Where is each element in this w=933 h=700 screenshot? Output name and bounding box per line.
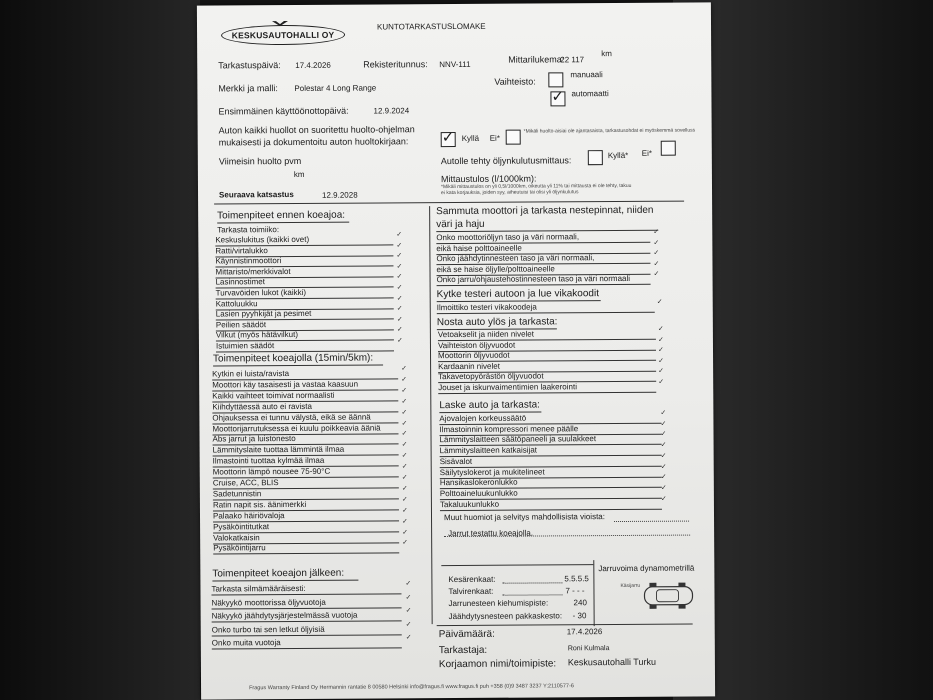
notes-label: Muut huomiot ja selvitys mahdollisista vioista: (443, 512, 605, 523)
checklist-item: Vilkut (myös hätävilkut) (215, 330, 299, 340)
service-footnote: *Mikäli huolto-aisiai ole ajantasaista, tarkastusohdat ei myöskemmä sovelluss (523, 127, 696, 135)
check-mark-icon: ✓ (396, 262, 403, 271)
title-underline (212, 580, 358, 582)
summer-tyres-value: 5.5.5.5 (564, 574, 589, 584)
check-mark-icon: ✓ (401, 429, 408, 438)
lower-title: Laske auto ja tarkasta: (439, 399, 540, 412)
checklist-item: Lämmityslaite tuottaa lämmintä ilmaa (212, 444, 345, 455)
check-mark-icon: ✓ (405, 579, 412, 588)
check-mark-icon: ✓ (405, 606, 412, 615)
winter-tyres-value: 7 - - - (565, 586, 585, 596)
checklist-item: Cruise, ACC, BLIS (212, 478, 279, 488)
date-footer-label: Päivämäärä: (438, 628, 495, 641)
check-mark-icon: ✓ (396, 272, 403, 281)
company-logo (221, 25, 345, 46)
check-mark-icon: ✓ (401, 418, 408, 427)
check-mark-icon: ✓ (653, 259, 660, 268)
check-mark-icon: ✓ (657, 335, 664, 344)
lift-check-list (197, 2, 711, 5)
last-service-label: Viimeisin huolto pvm (218, 155, 302, 167)
column-divider (429, 206, 433, 624)
checklist-item: Vetoakselit ja niiden nivelet (437, 329, 534, 340)
service-no-checkbox[interactable] (506, 130, 521, 145)
make-value: Polestar 4 Long Range (294, 83, 377, 93)
after-drive-title: Toimenpiteet koeajon jälkeen: (212, 567, 345, 580)
checklist-item: Lasinnostimet (215, 277, 265, 287)
check-mark-icon: ✓ (401, 396, 408, 406)
checklist-item: Ilmastointi tuottaa kylmää ilmaa (212, 455, 325, 466)
checklist-item: Kardaanin nivelet (438, 361, 500, 371)
check-mark-icon: ✓ (396, 283, 403, 292)
checklist-item: Palaako häiriövaloja (212, 510, 285, 521)
check-mark-icon: ✓ (660, 440, 667, 449)
checklist-item: eikä se haise öljylle/polttoaineelle (436, 263, 555, 274)
car-top-view-icon (640, 581, 696, 611)
tester-title: Kytke testeri autoon ja lue vikakoodit (436, 288, 600, 301)
check-mark-icon: ✓ (656, 297, 663, 306)
check-mark-icon: ✓ (401, 375, 408, 384)
before-drive-title: Toimenpiteet ennen koeajoa: (217, 209, 346, 222)
service-yes-label: Kyllä (461, 133, 480, 143)
coolant-label: Jäähdytysnesteen pakkaskesto: (448, 611, 563, 622)
checklist-line (212, 634, 402, 636)
reg-value: NNV-111 (439, 59, 471, 70)
checklist-item: Lämmityslaitteen säätöpaneeli ja suulakkeet (439, 434, 597, 445)
check-mark-icon: ✓ (401, 495, 408, 504)
lift-title: Nosta auto ylös ja tarkasta: (436, 316, 558, 329)
service-question-line2: mukaisesti ja dokumentoitu auton huoltokirjaan: (218, 136, 409, 148)
service-no-label: Ei* (489, 133, 500, 143)
check-mark-icon: ✓ (402, 516, 408, 525)
check-mark-icon: ✓ (405, 619, 412, 628)
lower-check-list (197, 2, 711, 5)
check-mark-icon: ✓ (658, 366, 665, 375)
oil-test-label: Autolle tehty öljynkulutusmittaus: (440, 155, 572, 167)
checklist-item: Kiihdyttäessä auto ei ravista (212, 401, 312, 412)
inspector-value: Roni Kulmala (567, 645, 610, 653)
test-drive-title: Toimenpiteet koeajolla (15min/5km): (213, 352, 374, 365)
repair-shop-label: Korjaamon nimi/toimipiste: (438, 658, 557, 671)
check-mark-icon: ✓ (657, 345, 664, 354)
tyre-box-divider (593, 560, 594, 626)
checklist-item: Onko moottoriöljyn taso ja väri normaali, (436, 232, 580, 243)
checklist-item: Säilytyslokerot ja mukitelineet (439, 466, 545, 477)
checklist-line (212, 607, 402, 609)
check-mark-icon: ✓ (401, 386, 408, 395)
checklist-item: Moottorin öljyvuodot (438, 350, 510, 361)
check-mark-icon: ✓ (660, 451, 667, 460)
odometer-value: 22 117 (560, 55, 585, 65)
first-registration-label: Ensimmäinen käyttöönottopäivä: (218, 105, 349, 117)
checklist-line (212, 647, 402, 649)
notes-line (614, 521, 689, 522)
title-underline (213, 364, 383, 366)
check-mark-icon: ✓ (401, 451, 408, 460)
check-mark-icon: ✓ (396, 240, 403, 249)
automatic-checkbox[interactable] (550, 87, 565, 106)
checklist-item: Kattoluukku (215, 298, 258, 309)
odometer-unit: km (601, 49, 612, 59)
checklist-item: Onko muita vuotoja (211, 638, 281, 648)
dyno-label: Jarruvoima dynamometrillä (598, 563, 695, 574)
checklist-item: eikä haise polttoaineelle (436, 243, 522, 253)
checklist-item: Polttoaineluukunlukko (439, 488, 518, 498)
checklist-item: Ratti/virtalukko (215, 245, 268, 256)
form-title: KUNTOTARKASTUSLOMAKE (376, 21, 486, 32)
checklist-item: Kytkin ei luista/ravista (212, 369, 290, 379)
test-drive-list (197, 2, 711, 5)
winter-tyres-label: Talvirenkaat: (448, 586, 494, 597)
first-registration-value: 12.9.2024 (373, 106, 410, 116)
check-mark-icon: ✓ (658, 356, 664, 365)
checklist-item: Takavetopyörästön öljyvuodot (438, 371, 544, 382)
logo-text: KESKUSAUTOHALLI OY (231, 29, 335, 41)
check-mark-icon: ✓ (401, 505, 408, 515)
checklist-item: Ilmoittiko testeri vikakoodeja (436, 302, 537, 313)
checklist-line (437, 312, 655, 314)
checklist-line (440, 455, 662, 457)
odometer-label: Mittarilukema: (508, 54, 565, 65)
make-label: Merkki ja malli: (218, 83, 278, 94)
check-mark-icon: ✓ (660, 494, 667, 503)
manual-label: manuaali (570, 70, 603, 80)
service-yes-checkbox[interactable] (441, 128, 456, 147)
check-mark-icon: ✓ (660, 472, 667, 481)
check-mark-icon: ✓ (551, 87, 565, 106)
next-inspection-value: 12.9.2028 (322, 190, 358, 200)
title-underline (217, 222, 349, 224)
manual-checkbox[interactable] (548, 72, 563, 87)
checklist-item: Hansikaslokeronlukko (439, 477, 518, 488)
checklist-item: Näkyykö moottorissa öljyvuotoja (211, 597, 326, 607)
check-mark-icon: ✓ (660, 430, 667, 439)
background-left (0, 0, 200, 700)
date-footer-value: 17.4.2026 (566, 627, 603, 637)
reg-label: Rekisteritunnus: (363, 59, 428, 70)
date-label: Tarkastuspäivä: (218, 60, 281, 71)
checklist-item: Pysäköintitutkat (213, 521, 270, 532)
checklist-item: Jouset ja iskunvaimentimien laakerointi (438, 381, 577, 392)
oil-test-no-checkbox[interactable] (661, 141, 676, 156)
check-mark-icon: ✓ (441, 128, 455, 147)
automatic-label: automaatti (571, 89, 609, 99)
checklist-item: Moottorijarrutuksessa ei kuulu poikkeavia ääniä (212, 422, 381, 433)
oil-footnote-line2: ei kata korjauksia, joiden syy, aiheutuisi tai olisi yli öljynkulutus (441, 189, 579, 197)
repair-shop-value: Keskusautohalli Turku (567, 656, 656, 668)
gearbox-label: Vaihteisto: (494, 76, 536, 87)
check-mark-icon: ✓ (396, 336, 403, 345)
before-drive-list (197, 2, 711, 5)
divider (214, 201, 684, 205)
checklist-line (213, 553, 399, 555)
check-mark-icon: ✓ (401, 407, 408, 416)
check-mark-icon: ✓ (660, 419, 667, 428)
check-mark-icon: ✓ (653, 248, 660, 257)
check-mark-icon: ✓ (405, 633, 412, 642)
summer-tyres-label: Kesärenkaat: (448, 574, 496, 585)
checklist-item: Sisävalot (439, 456, 473, 466)
check-mark-icon: ✓ (396, 293, 403, 302)
checklist-item: Onko jarru/ohjaustehostinnesteen taso ja väri normaali (436, 273, 631, 285)
checklist-line (437, 284, 651, 286)
checklist-line (212, 620, 402, 622)
brake-fluid-value: 240 (573, 598, 587, 608)
checklist-item: Onko turbo tai sen letkut öljyisiä (211, 624, 325, 634)
check-mark-icon: ✓ (660, 483, 667, 492)
checklist-item: Ilmastoinnin kompressori menee päälle (439, 423, 579, 434)
check-mark-icon: ✓ (401, 462, 408, 471)
check-mark-icon: ✓ (402, 538, 409, 547)
checklist-item: Ratin napit sis. äänimerkki (212, 499, 307, 510)
oil-test-no-label: Ei* (641, 148, 653, 158)
checklist-item: Keskuslukitus (kaikki ovet) (215, 234, 310, 245)
service-question-line1: Auton kaikki huollot on suoritettu huolto-ohjelman (218, 124, 415, 136)
date-value: 17.4.2026 (295, 60, 331, 70)
checklist-item: Takaluukunlukko (439, 499, 500, 509)
inspector-label: Tarkastaja: (438, 644, 488, 657)
check-mark-icon: ✓ (401, 364, 408, 373)
checklist-item: Onko jäähdytinnesteen taso ja väri normaali, (436, 253, 595, 264)
oil-footnote-line1: *Mikäli mittaustulos on yli 0,5l/1000km, oikeutta yli 11% tai mittausta ei ole tehty, takuu (440, 182, 632, 191)
checklist-item: Valokatkaisin (213, 532, 260, 542)
checklist-item: Moottori käy tasaisesti ja vastaa kaasuun (212, 379, 359, 390)
checklist-item: Lämmityslaitteen katkaisijat (439, 445, 538, 456)
check-mark-icon: ✓ (396, 315, 403, 324)
checklist-item: Abs jarrut ja luistonesto (212, 434, 296, 444)
tester-list (197, 2, 711, 5)
handbrake-label: Käsijarru (620, 582, 641, 589)
check-mark-icon: ✓ (396, 251, 403, 260)
check-mark-icon: ✓ (660, 408, 667, 417)
checklist-item: Turvavöiden lukot (kaikki) (215, 287, 307, 298)
check-mark-icon: ✓ (405, 592, 412, 601)
brake-fluid-label: Jarrunesteen kiehumispiste: (448, 598, 549, 609)
check-mark-icon: ✓ (401, 484, 408, 493)
check-mark-icon: ✓ (653, 238, 660, 247)
oil-result-label: Mittaustulos (l/1000km): (440, 173, 537, 185)
last-service-km-label: km (293, 169, 305, 179)
footer-address: Fragus Warranty Finland Oy Hermannin rantatie 8 00580 Helsinki info@fragus.fi www.fragus.fi puh +358 (0)9 3487 3237 Y:2110577-6 (249, 683, 574, 692)
checklist-item: Käynnistinmoottori (215, 256, 282, 266)
checklist-item: Ajovalojen korkeussäätö (439, 413, 527, 424)
check-mark-icon: ✓ (401, 473, 408, 482)
checklist-item: Näkyykö jäähdytysjärjestelmässä vuotoja (211, 610, 358, 621)
check-mark-icon: ✓ (402, 527, 409, 536)
checklist-item: Vaihteiston öljyvuodot (437, 340, 516, 350)
check-mark-icon: ✓ (660, 462, 667, 471)
checklist-item: Mittaristo/merkkivalot (215, 266, 291, 277)
notes-text: Jarrut testattu koeajolla. (448, 528, 534, 539)
oil-test-yes-checkbox[interactable] (588, 150, 603, 165)
checklist-item: Istuimien säädöt (215, 341, 275, 351)
oil-test-yes-label: Kyllä* (607, 150, 629, 161)
after-drive-list (197, 2, 711, 5)
check-mark-icon: ✓ (396, 304, 403, 313)
check-mark-icon: ✓ (653, 227, 660, 236)
check-mark-icon: ✓ (396, 230, 403, 239)
check-mark-icon: ✓ (401, 440, 408, 449)
checklist-item: Pysäköintijarru (213, 543, 266, 553)
checklist-line (211, 593, 401, 595)
checklist-line (438, 391, 656, 393)
check-mark-icon: ✓ (653, 269, 660, 278)
checklist-item: Moottorin lämpö nousee 75-90°C (212, 466, 331, 477)
checklist-item: Lasien pyyhkijät ja pesimet (215, 309, 312, 319)
checklist-item: Tarkasta silmämääräisesti: (211, 583, 306, 594)
check-mark-icon: ✓ (396, 325, 403, 334)
engine-check-title-line2: väri ja haju (436, 218, 485, 231)
next-inspection-label: Seuraava katsastus (219, 189, 294, 200)
engine-check-list (197, 2, 711, 5)
checklist-item: Sadetunnistin (212, 489, 262, 499)
checklist-line (440, 508, 662, 510)
before-subtitle: Tarkasta toimiiko: (217, 225, 280, 235)
inspection-form-sheet (197, 2, 715, 699)
check-mark-icon: ✓ (658, 377, 665, 386)
checklist-item: Kaikki vaihteet toimivat normaalisti (212, 390, 335, 401)
checklist-item: Ohjauksessa ei tunnu välystä, eikä se äännä (212, 412, 371, 423)
coolant-value: - 30 (572, 611, 587, 621)
engine-check-title-line1: Sammuta moottori ja tarkasta nestepinnat, niiden (436, 204, 654, 218)
divider (437, 624, 693, 627)
checklist-item: Peilien säädöt (215, 319, 267, 330)
check-mark-icon: ✓ (657, 324, 664, 333)
